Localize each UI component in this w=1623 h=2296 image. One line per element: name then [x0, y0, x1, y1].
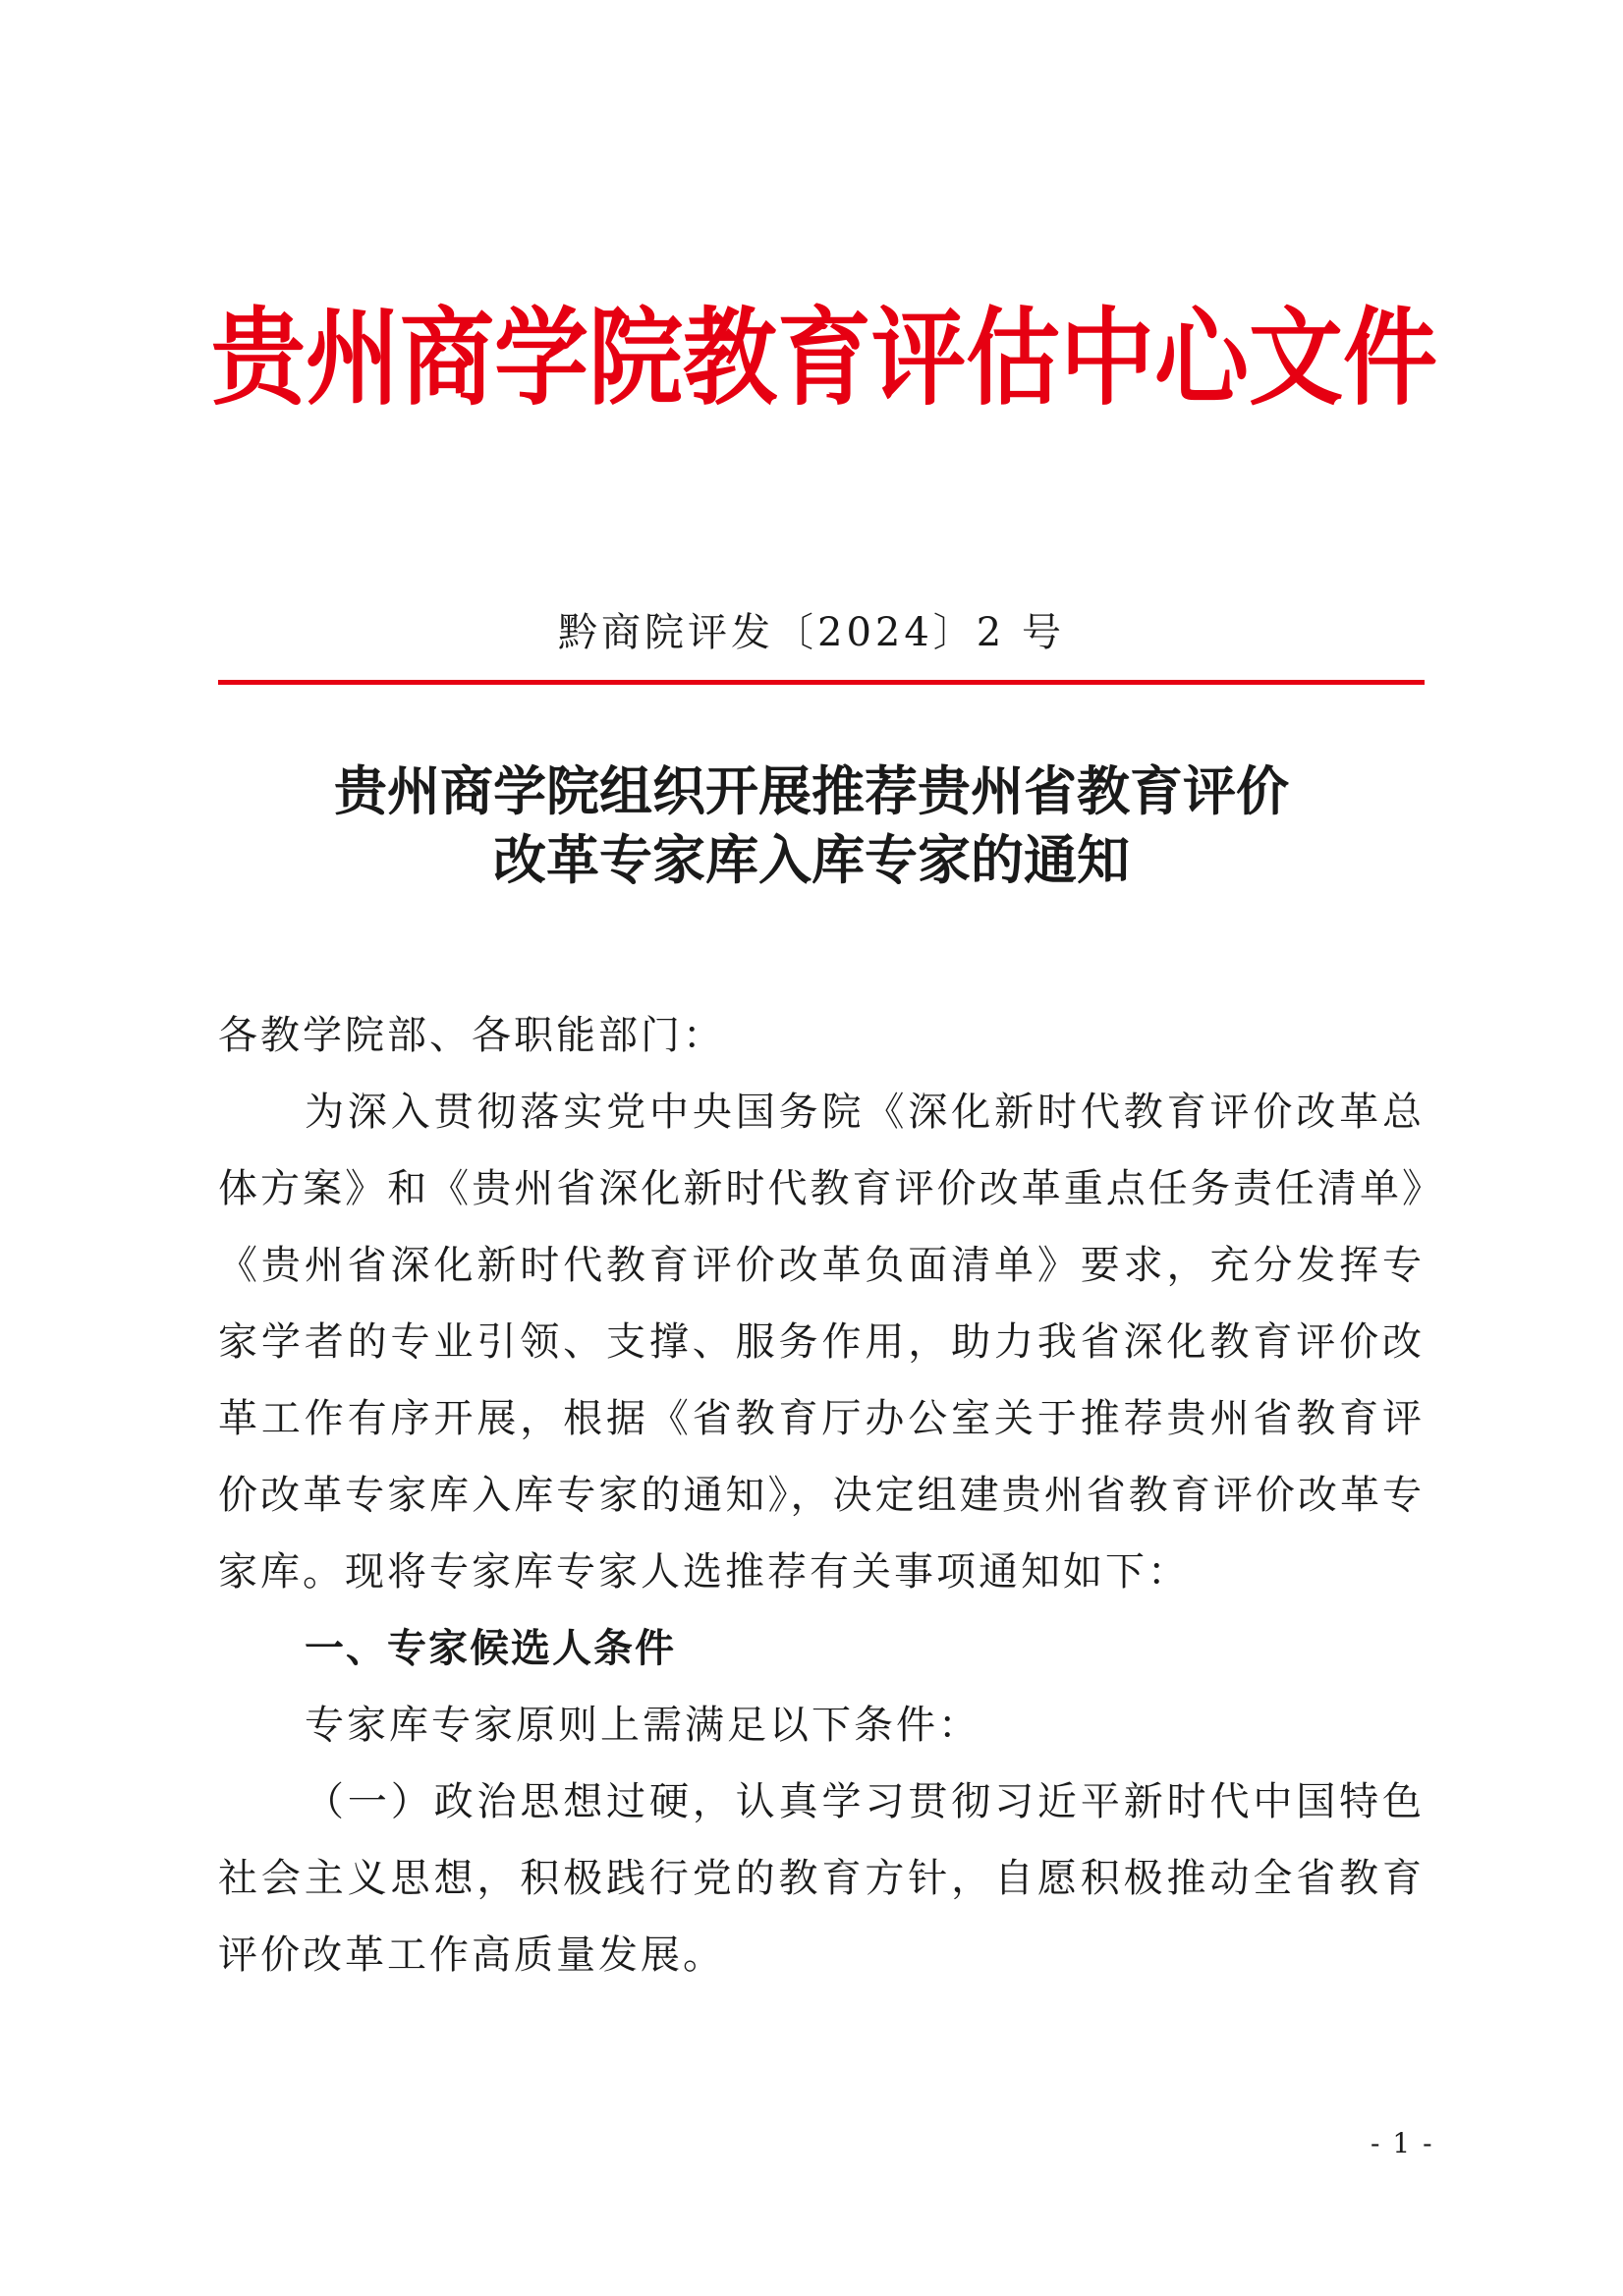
notice-title	[0, 756, 1623, 894]
section-1-heading: 一、专家候选人条件	[305, 1626, 676, 1671]
condition-1-paragraph: （一）政治思想过硬，认真学习贯彻习近平新时代中国特色社会主义思想，积极践行党的教育方针，自愿积极推动全省教育评价改革工作高质量发展。	[218, 1779, 1425, 1978]
notice-body	[218, 997, 1425, 1993]
notice-title-line-2: 改革专家库入库专家的通知	[493, 828, 1130, 891]
organization-header-title: 贵州商学院教育评估中心文件	[211, 295, 1437, 420]
body-paragraph-1: 为深入贯彻落实党中央国务院《深化新时代教育评价改革总体方案》和《贵州省深化新时代教育评价改革重点任务责任清单》《贵州省深化新时代教育评价改革负面清单》要求，充分发挥专家学者的专业引领、支撑、服务作用，助力我省深化教育评价改革工作有序开展，根据《省教育厅办公室关于推荐贵州省教育评价改革专家库入库专家的通知》，决定组建贵州省教育评价改革专家库。现将专家库专家人选推荐有关事项通知如下：	[218, 1090, 1425, 1595]
salutation: 各教学院部、各职能部门：	[218, 1013, 725, 1058]
section-1-intro: 专家库专家原则上需满足以下条件：	[305, 1703, 980, 1748]
notice-title-line-1: 贵州商学院组织开展推荐贵州省教育评价	[334, 759, 1289, 822]
page-number: - 1 -	[1371, 2127, 1434, 2159]
header-divider-rule	[218, 680, 1425, 685]
document-number: 黔商院评发〔2024〕2 号	[558, 610, 1065, 655]
